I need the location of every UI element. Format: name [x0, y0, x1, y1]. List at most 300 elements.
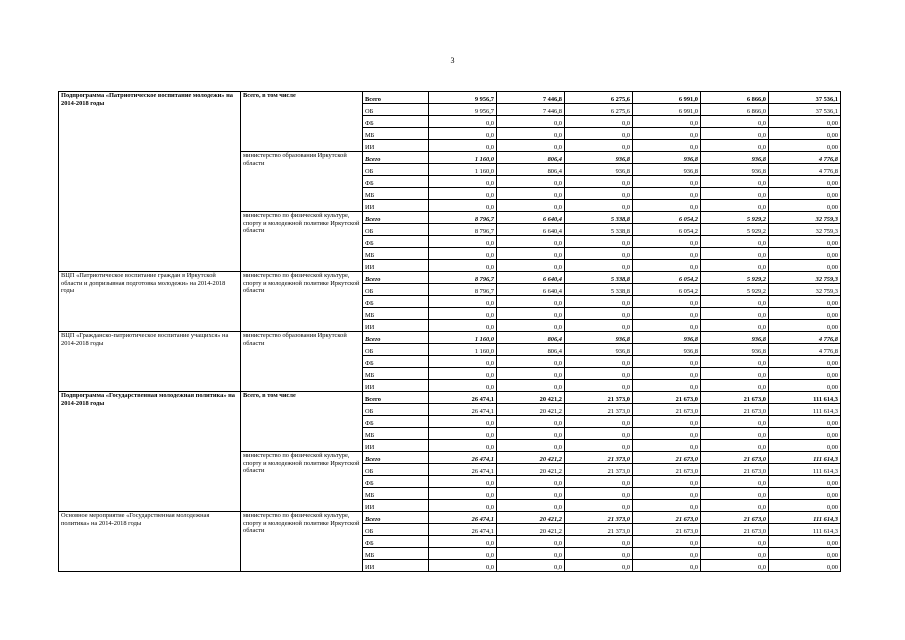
amount-cell-2015: 0,0 — [497, 176, 565, 188]
amount-cell-2014: 9 956,7 — [429, 104, 497, 116]
responsible-executor-cell: Всего, в том числе — [241, 392, 363, 452]
amount-cell-2018: 0,0 — [701, 380, 769, 392]
amount-cell-2018: 0,0 — [701, 428, 769, 440]
amount-cell-2016: 0,0 — [565, 356, 633, 368]
funding-source-cell: ИИ — [363, 560, 429, 572]
amount-cell-2017: 0,0 — [633, 500, 701, 512]
amount-cell-2018: 936,8 — [701, 164, 769, 176]
amount-cell-2017: 0,0 — [633, 308, 701, 320]
amount-cell-2016: 0,0 — [565, 368, 633, 380]
amount-cell-2018: 21 673,0 — [701, 524, 769, 536]
amount-cell-2018: 5 929,2 — [701, 224, 769, 236]
amount-cell-2018: 0,0 — [701, 140, 769, 152]
amount-cell-2015: 0,0 — [497, 320, 565, 332]
funding-source-cell: ФБ — [363, 236, 429, 248]
amount-cell-2015: 20 421,2 — [497, 404, 565, 416]
amount-cell-2018: 0,0 — [701, 200, 769, 212]
amount-cell-2018: 6 866,0 — [701, 92, 769, 104]
amount-cell-2014: 0,0 — [429, 128, 497, 140]
responsible-executor-cell: министерство образования Иркутской области — [241, 332, 363, 392]
funding-source-cell: Всего — [363, 332, 429, 344]
amount-cell-2014: 0,0 — [429, 248, 497, 260]
amount-cell-total: 0,00 — [769, 500, 841, 512]
amount-cell-2016: 0,0 — [565, 128, 633, 140]
table-row — [59, 332, 841, 344]
amount-cell-total: 0,00 — [769, 308, 841, 320]
funding-source-cell: Всего — [363, 152, 429, 164]
amount-cell-total: 0,00 — [769, 116, 841, 128]
funding-source-cell: ОБ — [363, 164, 429, 176]
amount-cell-total: 0,00 — [769, 536, 841, 548]
amount-cell-2018: 0,0 — [701, 128, 769, 140]
funding-source-cell: ОБ — [363, 344, 429, 356]
amount-cell-2014: 0,0 — [429, 260, 497, 272]
amount-cell-2015: 0,0 — [497, 536, 565, 548]
amount-cell-2018: 0,0 — [701, 296, 769, 308]
amount-cell-2018: 936,8 — [701, 344, 769, 356]
amount-cell-2015: 20 421,2 — [497, 512, 565, 524]
amount-cell-total: 0,00 — [769, 548, 841, 560]
responsible-executor-cell: Всего, в том числе — [241, 92, 363, 152]
funding-source-cell: ИИ — [363, 380, 429, 392]
amount-cell-2016: 0,0 — [565, 440, 633, 452]
amount-cell-2016: 0,0 — [565, 536, 633, 548]
responsible-executor-cell: министерство по физической культуре, спорту и молодежной политике Иркутской области — [241, 212, 363, 272]
amount-cell-2014: 0,0 — [429, 236, 497, 248]
amount-cell-2014: 0,0 — [429, 560, 497, 572]
amount-cell-2017: 0,0 — [633, 416, 701, 428]
amount-cell-2015: 0,0 — [497, 476, 565, 488]
amount-cell-2017: 0,0 — [633, 320, 701, 332]
amount-cell-total: 0,00 — [769, 296, 841, 308]
amount-cell-total: 0,00 — [769, 200, 841, 212]
responsible-executor-cell: министерство по физической культуре, спорту и молодежной политике Иркутской области — [241, 452, 363, 512]
responsible-executor-cell: министерство по физической культуре, спорту и молодежной политике Иркутской области — [241, 272, 363, 332]
funding-source-cell: МБ — [363, 128, 429, 140]
amount-cell-2017: 6 054,2 — [633, 212, 701, 224]
amount-cell-2018: 21 673,0 — [701, 392, 769, 404]
amount-cell-2015: 0,0 — [497, 368, 565, 380]
amount-cell-2018: 0,0 — [701, 260, 769, 272]
amount-cell-2015: 0,0 — [497, 428, 565, 440]
table-row — [59, 272, 841, 284]
funding-source-cell: МБ — [363, 368, 429, 380]
amount-cell-total: 111 614,3 — [769, 512, 841, 524]
amount-cell-total: 0,00 — [769, 440, 841, 452]
funding-source-cell: ИИ — [363, 200, 429, 212]
amount-cell-2014: 0,0 — [429, 116, 497, 128]
amount-cell-2014: 0,0 — [429, 188, 497, 200]
amount-cell-total: 32 759,3 — [769, 224, 841, 236]
amount-cell-2018: 21 673,0 — [701, 512, 769, 524]
amount-cell-2017: 6 054,2 — [633, 284, 701, 296]
funding-source-cell: ОБ — [363, 284, 429, 296]
funding-source-cell: ФБ — [363, 536, 429, 548]
amount-cell-total: 0,00 — [769, 560, 841, 572]
funding-source-cell: ОБ — [363, 404, 429, 416]
amount-cell-total: 111 614,3 — [769, 452, 841, 464]
amount-cell-2016: 0,0 — [565, 500, 633, 512]
amount-cell-total: 37 536,1 — [769, 92, 841, 104]
amount-cell-2018: 0,0 — [701, 536, 769, 548]
funding-source-cell: ИИ — [363, 320, 429, 332]
amount-cell-2016: 0,0 — [565, 116, 633, 128]
amount-cell-2016: 0,0 — [565, 416, 633, 428]
funding-source-cell: МБ — [363, 248, 429, 260]
amount-cell-2017: 21 673,0 — [633, 524, 701, 536]
funding-source-cell: ФБ — [363, 296, 429, 308]
amount-cell-2014: 0,0 — [429, 140, 497, 152]
amount-cell-total: 4 776,8 — [769, 344, 841, 356]
amount-cell-2017: 936,8 — [633, 164, 701, 176]
amount-cell-2016: 21 373,0 — [565, 512, 633, 524]
amount-cell-2016: 0,0 — [565, 308, 633, 320]
amount-cell-2016: 0,0 — [565, 188, 633, 200]
amount-cell-2016: 0,0 — [565, 140, 633, 152]
amount-cell-2017: 21 673,0 — [633, 512, 701, 524]
amount-cell-2018: 0,0 — [701, 500, 769, 512]
amount-cell-2015: 0,0 — [497, 500, 565, 512]
amount-cell-2018: 0,0 — [701, 320, 769, 332]
amount-cell-2018: 936,8 — [701, 332, 769, 344]
amount-cell-2018: 0,0 — [701, 476, 769, 488]
amount-cell-total: 4 776,8 — [769, 152, 841, 164]
funding-source-cell: ИИ — [363, 500, 429, 512]
amount-cell-2015: 806,4 — [497, 332, 565, 344]
amount-cell-total: 111 614,3 — [769, 464, 841, 476]
amount-cell-total: 0,00 — [769, 188, 841, 200]
amount-cell-2015: 806,4 — [497, 344, 565, 356]
amount-cell-2016: 0,0 — [565, 320, 633, 332]
amount-cell-2015: 806,4 — [497, 164, 565, 176]
amount-cell-2018: 21 673,0 — [701, 404, 769, 416]
funding-source-cell: МБ — [363, 188, 429, 200]
amount-cell-2014: 26 474,1 — [429, 524, 497, 536]
program-name-cell: Подпрограмма «Государственная молодежная политика» на 2014-2018 годы — [59, 392, 241, 512]
amount-cell-2016: 5 338,8 — [565, 212, 633, 224]
amount-cell-2014: 0,0 — [429, 428, 497, 440]
amount-cell-2016: 5 338,8 — [565, 272, 633, 284]
program-name-cell: Подпрограмма «Патриотическое воспитание молодежи» на 2014-2018 годы — [59, 92, 241, 272]
amount-cell-2018: 5 929,2 — [701, 284, 769, 296]
amount-cell-2014: 0,0 — [429, 380, 497, 392]
amount-cell-total: 0,00 — [769, 248, 841, 260]
amount-cell-2016: 21 373,0 — [565, 404, 633, 416]
funding-source-cell: ИИ — [363, 440, 429, 452]
amount-cell-2014: 26 474,1 — [429, 404, 497, 416]
amount-cell-2018: 0,0 — [701, 548, 769, 560]
amount-cell-2016: 6 275,6 — [565, 92, 633, 104]
amount-cell-2015: 0,0 — [497, 248, 565, 260]
amount-cell-2017: 0,0 — [633, 536, 701, 548]
amount-cell-total: 0,00 — [769, 320, 841, 332]
amount-cell-2017: 0,0 — [633, 548, 701, 560]
funding-source-cell: ОБ — [363, 224, 429, 236]
amount-cell-total: 0,00 — [769, 368, 841, 380]
amount-cell-2016: 21 373,0 — [565, 392, 633, 404]
amount-cell-2016: 0,0 — [565, 488, 633, 500]
amount-cell-2017: 0,0 — [633, 356, 701, 368]
funding-source-cell: МБ — [363, 308, 429, 320]
amount-cell-2016: 0,0 — [565, 560, 633, 572]
amount-cell-total: 0,00 — [769, 488, 841, 500]
amount-cell-2018: 0,0 — [701, 116, 769, 128]
amount-cell-2017: 21 673,0 — [633, 464, 701, 476]
amount-cell-2017: 6 991,0 — [633, 104, 701, 116]
amount-cell-2017: 936,8 — [633, 332, 701, 344]
amount-cell-2017: 0,0 — [633, 368, 701, 380]
amount-cell-2018: 0,0 — [701, 356, 769, 368]
amount-cell-2016: 0,0 — [565, 236, 633, 248]
amount-cell-2016: 0,0 — [565, 476, 633, 488]
amount-cell-2017: 0,0 — [633, 380, 701, 392]
amount-cell-2015: 20 421,2 — [497, 524, 565, 536]
funding-source-cell: ОБ — [363, 524, 429, 536]
funding-source-cell: ФБ — [363, 416, 429, 428]
amount-cell-2014: 8 796,7 — [429, 212, 497, 224]
amount-cell-2018: 21 673,0 — [701, 464, 769, 476]
amount-cell-2016: 0,0 — [565, 248, 633, 260]
funding-source-cell: ИИ — [363, 260, 429, 272]
amount-cell-2018: 0,0 — [701, 176, 769, 188]
amount-cell-2014: 0,0 — [429, 416, 497, 428]
amount-cell-2018: 6 866,0 — [701, 104, 769, 116]
amount-cell-2016: 936,8 — [565, 332, 633, 344]
amount-cell-2018: 0,0 — [701, 440, 769, 452]
amount-cell-2017: 936,8 — [633, 152, 701, 164]
funding-source-cell: Всего — [363, 512, 429, 524]
funding-source-cell: МБ — [363, 428, 429, 440]
amount-cell-2017: 0,0 — [633, 476, 701, 488]
amount-cell-2018: 936,8 — [701, 152, 769, 164]
amount-cell-2014: 9 956,7 — [429, 92, 497, 104]
amount-cell-2014: 0,0 — [429, 320, 497, 332]
funding-source-cell: ФБ — [363, 116, 429, 128]
funding-source-cell: Всего — [363, 212, 429, 224]
amount-cell-2016: 936,8 — [565, 164, 633, 176]
amount-cell-2015: 7 446,8 — [497, 104, 565, 116]
amount-cell-2016: 936,8 — [565, 344, 633, 356]
amount-cell-2018: 0,0 — [701, 248, 769, 260]
amount-cell-2014: 0,0 — [429, 308, 497, 320]
amount-cell-2016: 0,0 — [565, 200, 633, 212]
amount-cell-total: 111 614,3 — [769, 524, 841, 536]
funding-source-cell: ФБ — [363, 176, 429, 188]
amount-cell-2014: 8 796,7 — [429, 284, 497, 296]
amount-cell-2014: 0,0 — [429, 476, 497, 488]
amount-cell-2017: 936,8 — [633, 344, 701, 356]
amount-cell-2016: 0,0 — [565, 380, 633, 392]
funding-source-cell: Всего — [363, 92, 429, 104]
amount-cell-2014: 0,0 — [429, 176, 497, 188]
amount-cell-2016: 0,0 — [565, 296, 633, 308]
amount-cell-2016: 0,0 — [565, 260, 633, 272]
amount-cell-2015: 6 640,4 — [497, 272, 565, 284]
amount-cell-2015: 0,0 — [497, 440, 565, 452]
amount-cell-2016: 5 338,8 — [565, 224, 633, 236]
amount-cell-2015: 0,0 — [497, 488, 565, 500]
amount-cell-2014: 0,0 — [429, 488, 497, 500]
amount-cell-2015: 0,0 — [497, 260, 565, 272]
amount-cell-2015: 0,0 — [497, 200, 565, 212]
amount-cell-2016: 0,0 — [565, 176, 633, 188]
amount-cell-2014: 1 160,0 — [429, 164, 497, 176]
table-row — [59, 392, 841, 404]
program-name-cell: Основное мероприятие «Государственная молодежная политика» на 2014-2018 годы — [59, 512, 241, 572]
amount-cell-2016: 0,0 — [565, 428, 633, 440]
amount-cell-2015: 7 446,8 — [497, 92, 565, 104]
amount-cell-total: 4 776,8 — [769, 332, 841, 344]
amount-cell-2014: 1 160,0 — [429, 344, 497, 356]
program-name-cell: ВЦП «Гражданско-патриотическое воспитание учащихся» на 2014-2018 годы — [59, 332, 241, 392]
funding-source-cell: ОБ — [363, 104, 429, 116]
funding-source-cell: Всего — [363, 452, 429, 464]
amount-cell-2015: 0,0 — [497, 548, 565, 560]
responsible-executor-cell: министерство образования Иркутской области — [241, 152, 363, 212]
amount-cell-2014: 0,0 — [429, 356, 497, 368]
amount-cell-2015: 6 640,4 — [497, 212, 565, 224]
amount-cell-2017: 0,0 — [633, 116, 701, 128]
amount-cell-2017: 0,0 — [633, 248, 701, 260]
amount-cell-2015: 0,0 — [497, 116, 565, 128]
table-row — [59, 92, 841, 104]
amount-cell-2017: 0,0 — [633, 128, 701, 140]
amount-cell-2018: 21 673,0 — [701, 452, 769, 464]
amount-cell-2015: 20 421,2 — [497, 452, 565, 464]
amount-cell-2014: 8 796,7 — [429, 272, 497, 284]
amount-cell-2017: 0,0 — [633, 296, 701, 308]
amount-cell-total: 0,00 — [769, 476, 841, 488]
amount-cell-2014: 26 474,1 — [429, 464, 497, 476]
amount-cell-2016: 21 373,0 — [565, 464, 633, 476]
amount-cell-2017: 0,0 — [633, 200, 701, 212]
amount-cell-2015: 0,0 — [497, 128, 565, 140]
amount-cell-2015: 6 640,4 — [497, 284, 565, 296]
amount-cell-2014: 0,0 — [429, 440, 497, 452]
amount-cell-2017: 6 054,2 — [633, 224, 701, 236]
amount-cell-2017: 0,0 — [633, 488, 701, 500]
amount-cell-2015: 0,0 — [497, 140, 565, 152]
amount-cell-2018: 5 929,2 — [701, 272, 769, 284]
amount-cell-2015: 0,0 — [497, 416, 565, 428]
amount-cell-2016: 5 338,8 — [565, 284, 633, 296]
amount-cell-2015: 0,0 — [497, 380, 565, 392]
budget-table — [58, 91, 841, 572]
table-row — [59, 512, 841, 524]
funding-source-cell: Всего — [363, 392, 429, 404]
amount-cell-2018: 0,0 — [701, 416, 769, 428]
amount-cell-2017: 0,0 — [633, 188, 701, 200]
amount-cell-2015: 0,0 — [497, 308, 565, 320]
amount-cell-2015: 0,0 — [497, 560, 565, 572]
funding-source-cell: ИИ — [363, 140, 429, 152]
amount-cell-2018: 0,0 — [701, 308, 769, 320]
amount-cell-total: 111 614,3 — [769, 404, 841, 416]
amount-cell-2014: 0,0 — [429, 200, 497, 212]
amount-cell-2017: 0,0 — [633, 560, 701, 572]
amount-cell-2017: 0,0 — [633, 440, 701, 452]
amount-cell-total: 0,00 — [769, 380, 841, 392]
amount-cell-2014: 26 474,1 — [429, 512, 497, 524]
amount-cell-2018: 0,0 — [701, 236, 769, 248]
amount-cell-2016: 21 373,0 — [565, 524, 633, 536]
amount-cell-2017: 6 991,0 — [633, 92, 701, 104]
amount-cell-total: 37 536,1 — [769, 104, 841, 116]
amount-cell-2016: 936,8 — [565, 152, 633, 164]
amount-cell-total: 4 776,8 — [769, 164, 841, 176]
amount-cell-2014: 26 474,1 — [429, 452, 497, 464]
amount-cell-2014: 0,0 — [429, 536, 497, 548]
amount-cell-total: 111 614,3 — [769, 392, 841, 404]
amount-cell-2015: 0,0 — [497, 356, 565, 368]
amount-cell-2015: 0,0 — [497, 296, 565, 308]
amount-cell-2016: 0,0 — [565, 548, 633, 560]
program-name-cell: ВЦП «Патриотическое воспитание граждан в Иркутской области и допризывная подготовка молодежи» на 2014-2018 годы — [59, 272, 241, 332]
amount-cell-2017: 21 673,0 — [633, 452, 701, 464]
amount-cell-total: 32 759,3 — [769, 212, 841, 224]
amount-cell-2014: 0,0 — [429, 548, 497, 560]
amount-cell-2017: 21 673,0 — [633, 392, 701, 404]
amount-cell-2016: 6 275,6 — [565, 104, 633, 116]
amount-cell-2017: 0,0 — [633, 236, 701, 248]
page-number: 3 — [450, 56, 455, 65]
funding-source-cell: ФБ — [363, 476, 429, 488]
amount-cell-2014: 26 474,1 — [429, 392, 497, 404]
amount-cell-total: 0,00 — [769, 260, 841, 272]
amount-cell-total: 32 759,3 — [769, 284, 841, 296]
funding-source-cell: Всего — [363, 272, 429, 284]
amount-cell-2018: 5 929,2 — [701, 212, 769, 224]
funding-source-cell: ОБ — [363, 464, 429, 476]
amount-cell-2015: 806,4 — [497, 152, 565, 164]
amount-cell-total: 0,00 — [769, 128, 841, 140]
amount-cell-total: 0,00 — [769, 236, 841, 248]
amount-cell-2014: 8 796,7 — [429, 224, 497, 236]
amount-cell-total: 0,00 — [769, 176, 841, 188]
amount-cell-total: 0,00 — [769, 140, 841, 152]
amount-cell-2018: 0,0 — [701, 188, 769, 200]
budget-table-body — [59, 92, 841, 572]
amount-cell-2017: 0,0 — [633, 176, 701, 188]
amount-cell-2018: 0,0 — [701, 488, 769, 500]
amount-cell-2015: 0,0 — [497, 188, 565, 200]
amount-cell-2017: 6 054,2 — [633, 272, 701, 284]
responsible-executor-cell: министерство по физической культуре, спорту и молодежной политике Иркутской области — [241, 512, 363, 572]
amount-cell-total: 32 759,3 — [769, 272, 841, 284]
amount-cell-2014: 0,0 — [429, 296, 497, 308]
amount-cell-2015: 20 421,2 — [497, 392, 565, 404]
funding-source-cell: МБ — [363, 548, 429, 560]
funding-source-cell: ФБ — [363, 356, 429, 368]
amount-cell-2015: 0,0 — [497, 236, 565, 248]
amount-cell-2015: 20 421,2 — [497, 464, 565, 476]
amount-cell-2014: 1 160,0 — [429, 332, 497, 344]
amount-cell-2017: 0,0 — [633, 428, 701, 440]
amount-cell-total: 0,00 — [769, 428, 841, 440]
amount-cell-2017: 21 673,0 — [633, 404, 701, 416]
funding-source-cell: МБ — [363, 488, 429, 500]
amount-cell-2018: 0,0 — [701, 368, 769, 380]
amount-cell-2014: 0,0 — [429, 368, 497, 380]
amount-cell-2017: 0,0 — [633, 260, 701, 272]
amount-cell-total: 0,00 — [769, 356, 841, 368]
amount-cell-2015: 6 640,4 — [497, 224, 565, 236]
amount-cell-2017: 0,0 — [633, 140, 701, 152]
amount-cell-total: 0,00 — [769, 416, 841, 428]
amount-cell-2016: 21 373,0 — [565, 452, 633, 464]
amount-cell-2014: 1 160,0 — [429, 152, 497, 164]
amount-cell-2018: 0,0 — [701, 560, 769, 572]
